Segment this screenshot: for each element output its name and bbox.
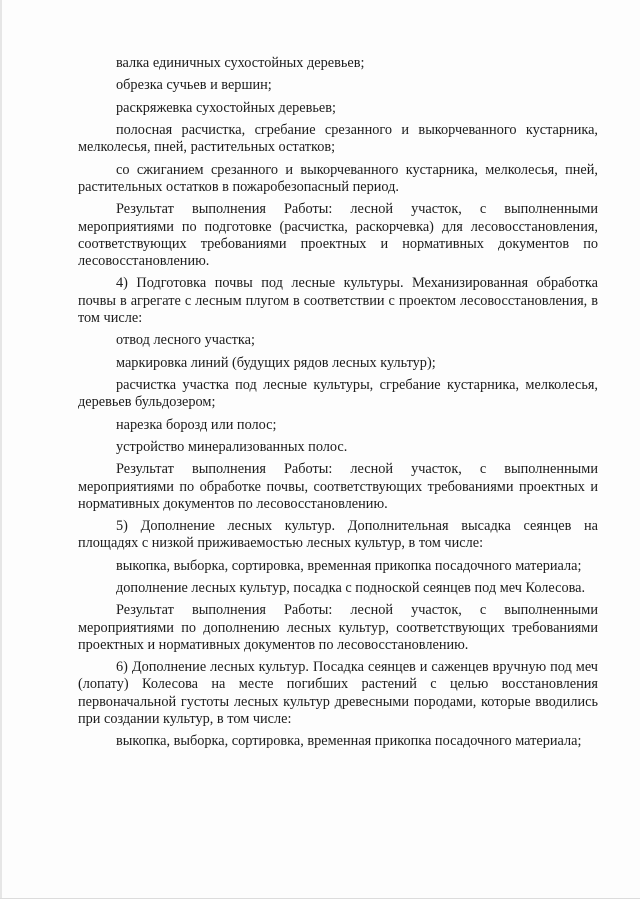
document-body (78, 55, 598, 756)
paragraph: полосная расчистка, сгребание срезанного и выкорчеванного кустарника, мелколесья, пней, растительных остатков; (78, 122, 598, 156)
paragraph: отвод лесного участка; (116, 332, 255, 349)
paragraph: расчистка участка под лесные культуры, сгребание кустарника, мелколесья, деревьев бульдозером; (78, 376, 598, 411)
scan-edge (0, 0, 2, 899)
paragraph: Результат выполнения Работы: лесной участок, с выполненными мероприятиями по подготовке (расчистка, раскорчевка) для лесовосстановления, соответствующих требованиями проектных и нормативных документов по лесовосстановлению. (78, 201, 598, 269)
paragraph: 5) Дополнение лесных культур. Дополнительная высадка сеянцев на площадях с низкой приживаемостью лесных культур, в том числе: (78, 518, 598, 552)
paragraph: обрезка сучьев и вершин; (116, 77, 272, 94)
paragraph: выкопка, выборка, сортировка, временная прикопка посадочного материала; (116, 557, 582, 574)
paragraph: со сжиганием срезанного и выкорчеванного кустарника, мелколесья, пней, растительных остатков в пожаробезопасный период. (78, 161, 598, 195)
paragraph: 4) Подготовка почвы под лесные культуры. Механизированная обработка почвы в агрегате с лесным плугом в соответствии с проектом лесовосстановления, в том числе: (78, 275, 598, 326)
paragraph: Результат выполнения Работы: лесной участок, с выполненными мероприятиями по обработке почвы, соответствующих требованиями проектных и нормативных документов по лесовосстановлению. (78, 461, 598, 512)
paragraph: нарезка борозд или полос; (116, 416, 277, 433)
paragraph: выкопка, выборка, сортировка, временная прикопка посадочного материала; (116, 733, 582, 750)
paragraph: Результат выполнения Работы: лесной участок, с выполненными мероприятиями по дополнению лесных культур, соответствующих требованиями проектных и нормативных документов по лесовосстановлению. (78, 602, 598, 653)
paragraph: дополнение лесных культур, посадка с подноской сеянцев под меч Колесова. (116, 580, 586, 597)
paragraph: 6) Дополнение лесных культур. Посадка сеянцев и саженцев вручную под меч (лопату) Колесова на месте погибших растений с целью восстановления первоначальной густоты лесных культур древесными породами, которые вводились при создании культур, в том числе: (78, 659, 598, 727)
paragraph: маркировка линий (будущих рядов лесных культур); (116, 354, 436, 371)
paragraph: раскряжевка сухостойных деревьев; (116, 99, 336, 116)
paragraph: устройство минерализованных полос. (116, 438, 348, 455)
paragraph: валка единичных сухостойных деревьев; (116, 55, 365, 71)
